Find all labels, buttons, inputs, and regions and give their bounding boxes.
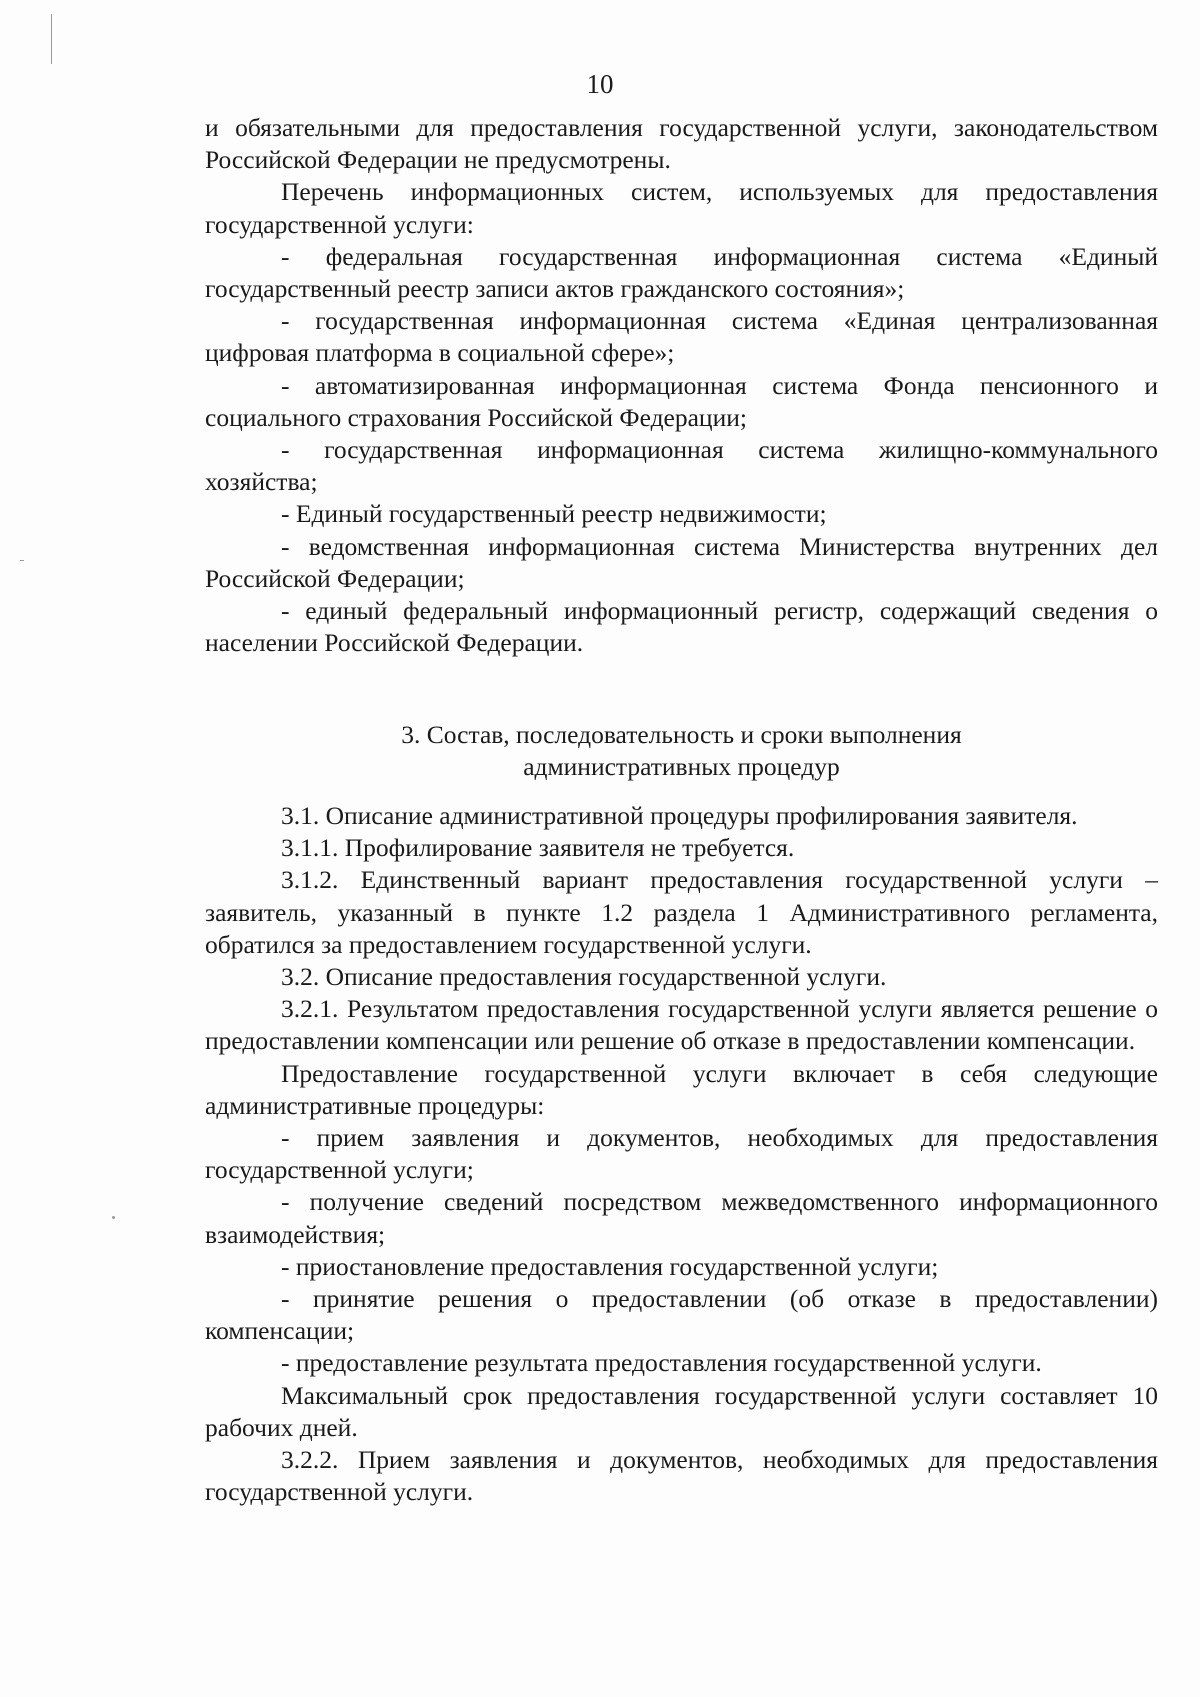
list-item: - приостановление предоставления государственной услуги; [281, 1251, 939, 1281]
list-item: - единый федеральный информационный регистр, содержащий сведения о населении Российской Федерации. [205, 596, 1158, 658]
list-item: - ведомственная информационная система Министерства внутренних дел Российской Федерации; [205, 531, 1158, 593]
body-text-block [205, 800, 1158, 1508]
list-item: - предоставление результата предоставления государственной услуги. [281, 1348, 1042, 1378]
list-item: - автоматизированная информационная система Фонда пенсионного и социального страхования Российской Федерации; [205, 370, 1158, 432]
scan-artifact [51, 14, 52, 64]
paragraph: Максимальный срок предоставления государственной услуги составляет 10 рабочих дней. [205, 1380, 1158, 1442]
body-text-block [205, 112, 1158, 659]
paragraph: 3.2. Описание предоставления государственной услуги. [281, 962, 887, 992]
list-item: - получение сведений посредством межведомственного информационного взаимодействия; [205, 1187, 1158, 1249]
scan-artifact [112, 1216, 115, 1219]
paragraph: и обязательными для предоставления государственной услуги, законодательством Российской Федерации не предусмотрены. [205, 113, 1158, 175]
list-item: - федеральная государственная информационная система «Единый государственный реестр записи актов гражданского состояния»; [205, 241, 1158, 304]
page-number: 10 [586, 69, 614, 99]
paragraph: Предоставление государственной услуги включает в себя следующие административные процедуры: [205, 1058, 1158, 1120]
paragraph: 3.2.2. Прием заявления и документов, необходимых для предоставления государственной услуги. [205, 1445, 1158, 1507]
list-item: - государственная информационная система «Единая централизованная цифровая платформа в социальной сфере»; [205, 306, 1158, 368]
list-item: - прием заявления и документов, необходимых для предоставления государственной услуги; [205, 1123, 1158, 1185]
section-heading-line: административных процедур [523, 752, 840, 782]
paragraph: 3.1.1. Профилирование заявителя не требуется. [281, 833, 795, 863]
list-item: - Единый государственный реестр недвижимости; [281, 499, 827, 529]
paragraph: 3.2.1. Результатом предоставления государственной услуги является решение о предоставлении компенсации или решение об отказе в предоставлении компенсации. [205, 994, 1158, 1056]
list-item: - государственная информационная система жилищно-коммунального хозяйства; [205, 435, 1158, 497]
scan-artifact [20, 560, 24, 561]
section-heading-line: 3. Состав, последовательность и сроки выполнения [401, 720, 962, 749]
section-heading [205, 719, 1158, 783]
paragraph: 3.1. Описание административной процедуры профилирования заявителя. [281, 801, 1078, 830]
paragraph: Перечень информационных систем, используемых для предоставления государственной услуги: [205, 177, 1158, 239]
list-item: - принятие решения о предоставлении (об отказе в предоставлении) компенсации; [205, 1284, 1158, 1346]
paragraph: 3.1.2. Единственный вариант предоставления государственной услуги – заявитель, указанный в пункте 1.2 раздела 1 Административного регламента, обратился за предоставлением государственной услуги. [205, 865, 1158, 959]
